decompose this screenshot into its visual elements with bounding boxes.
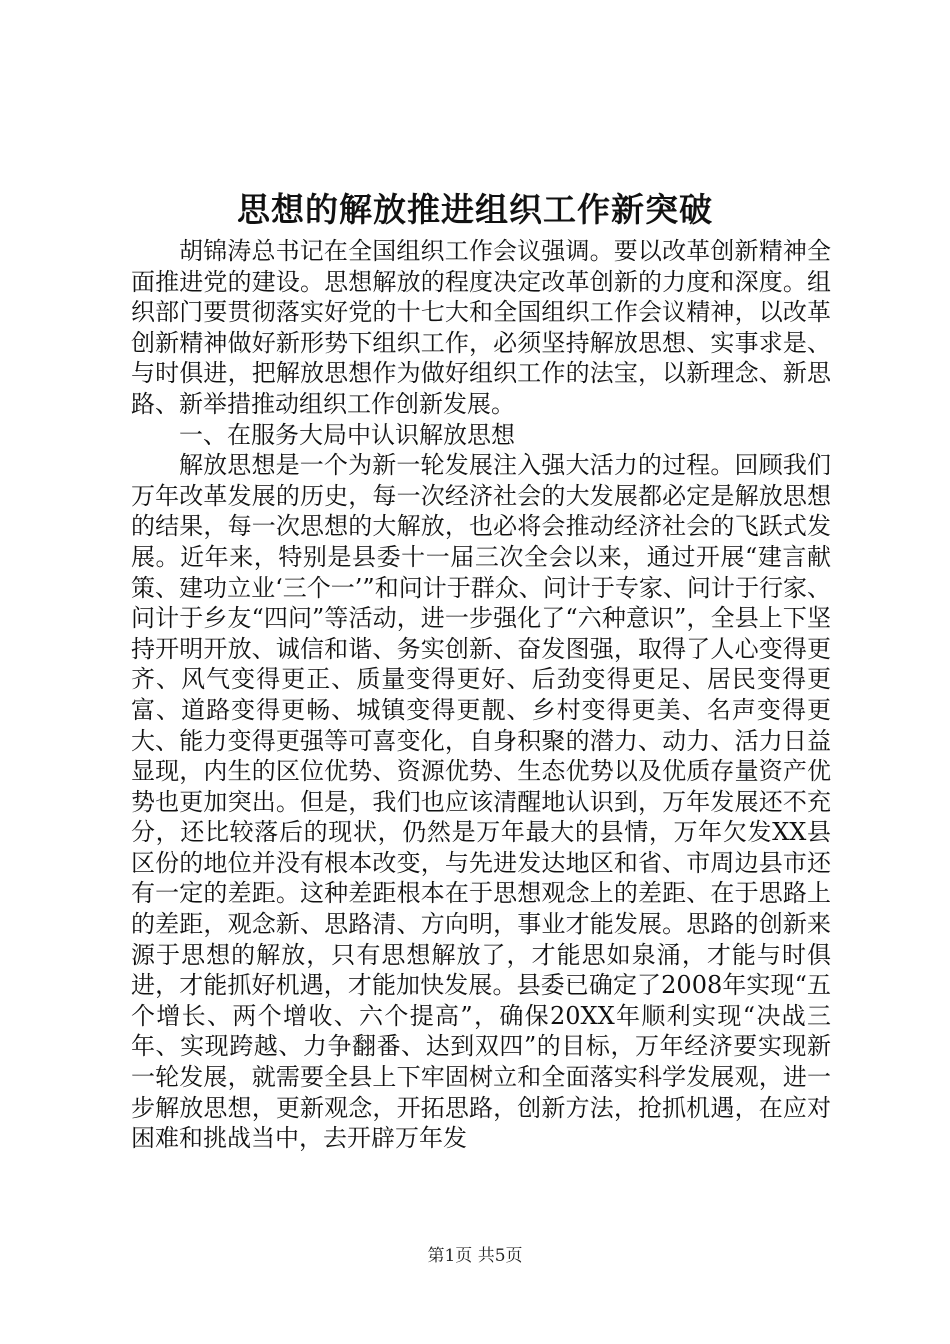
section-heading: 一、在服务大局中认识解放思想 <box>179 420 515 449</box>
page-footer: 第1页 共5页 <box>427 1246 523 1266</box>
body-paragraph: 解放思想是一个为新一轮发展注入强大活力的过程。回顾我们万年改革发展的历史，每一次经济社会的大发展都必定是解放思想的结果，每一次思想的大解放，也必将会推动经济社会的飞跃式发展。近年来，特别是县委十一届三次全会以来，通过开展“建言献策、建功立业‘三个一’”和问计于群众、问计于专家、问计于行家、问计于乡友“四问”等活动，进一步强化了“六种意识”，全县上下坚持开明开放、诚信和谐、务实创新、奋发图强，取得了人心变得更齐、风气变得更正、质量变得更好、后劲变得更足、居民变得更富、道路变得更畅、城镇变得更靓、乡村变得更美、名声变得更大、能力变得更强等可喜变化，自身积聚的潜力、动力、活力日益显现，内生的区位优势、资源优势、生态优势以及优质存量资产优势也更加突出。但是，我们也应该清醒地认识到，万年发展还不充分，还比较落后的现状，仍然是万年最大的县情，万年欠发XX县区份的地位并没有根本改变，与先进发达地区和省、市周边县市还有一定的差距。这种差距根本在于思想观念上的差距、在于思路上的差距，观念新、思路清、方向明，事业才能发展。思路的创新来源于思想的解放，只有思想解放了，才能思如泉涌，才能与时俱进，才能抓好机遇，才能加快发展。县委已确定了2008年实现“五个增长、两个增收、六个提高”，确保20XX年顺利实现“决战三年、实现跨越、力争翻番、达到双四”的目标，万年经济要实现新一轮发展，就需要全县上下牢固树立和全面落实科学发展观，进一步解放思想，更新观念，开拓思路，创新方法，抢抓机遇，在应对困难和挑战当中，去开辟万年发 <box>131 451 831 1153</box>
document-title: 思想的解放推进组织工作新突破 <box>237 190 713 229</box>
intro-paragraph: 胡锦涛总书记在全国组织工作会议强调。要以改革创新精神全面推进党的建设。思想解放的程度决定改革创新的力度和深度。组织部门要贯彻落实好党的十七大和全国组织工作会议精神，以改革创新精神做好新形势下组织工作，必须坚持解放思想、实事求是、与时俱进，把解放思想作为做好组织工作的法宝，以新理念、新思路、新举措推动组织工作创新发展。 <box>131 237 831 418</box>
document-body <box>131 236 831 1154</box>
